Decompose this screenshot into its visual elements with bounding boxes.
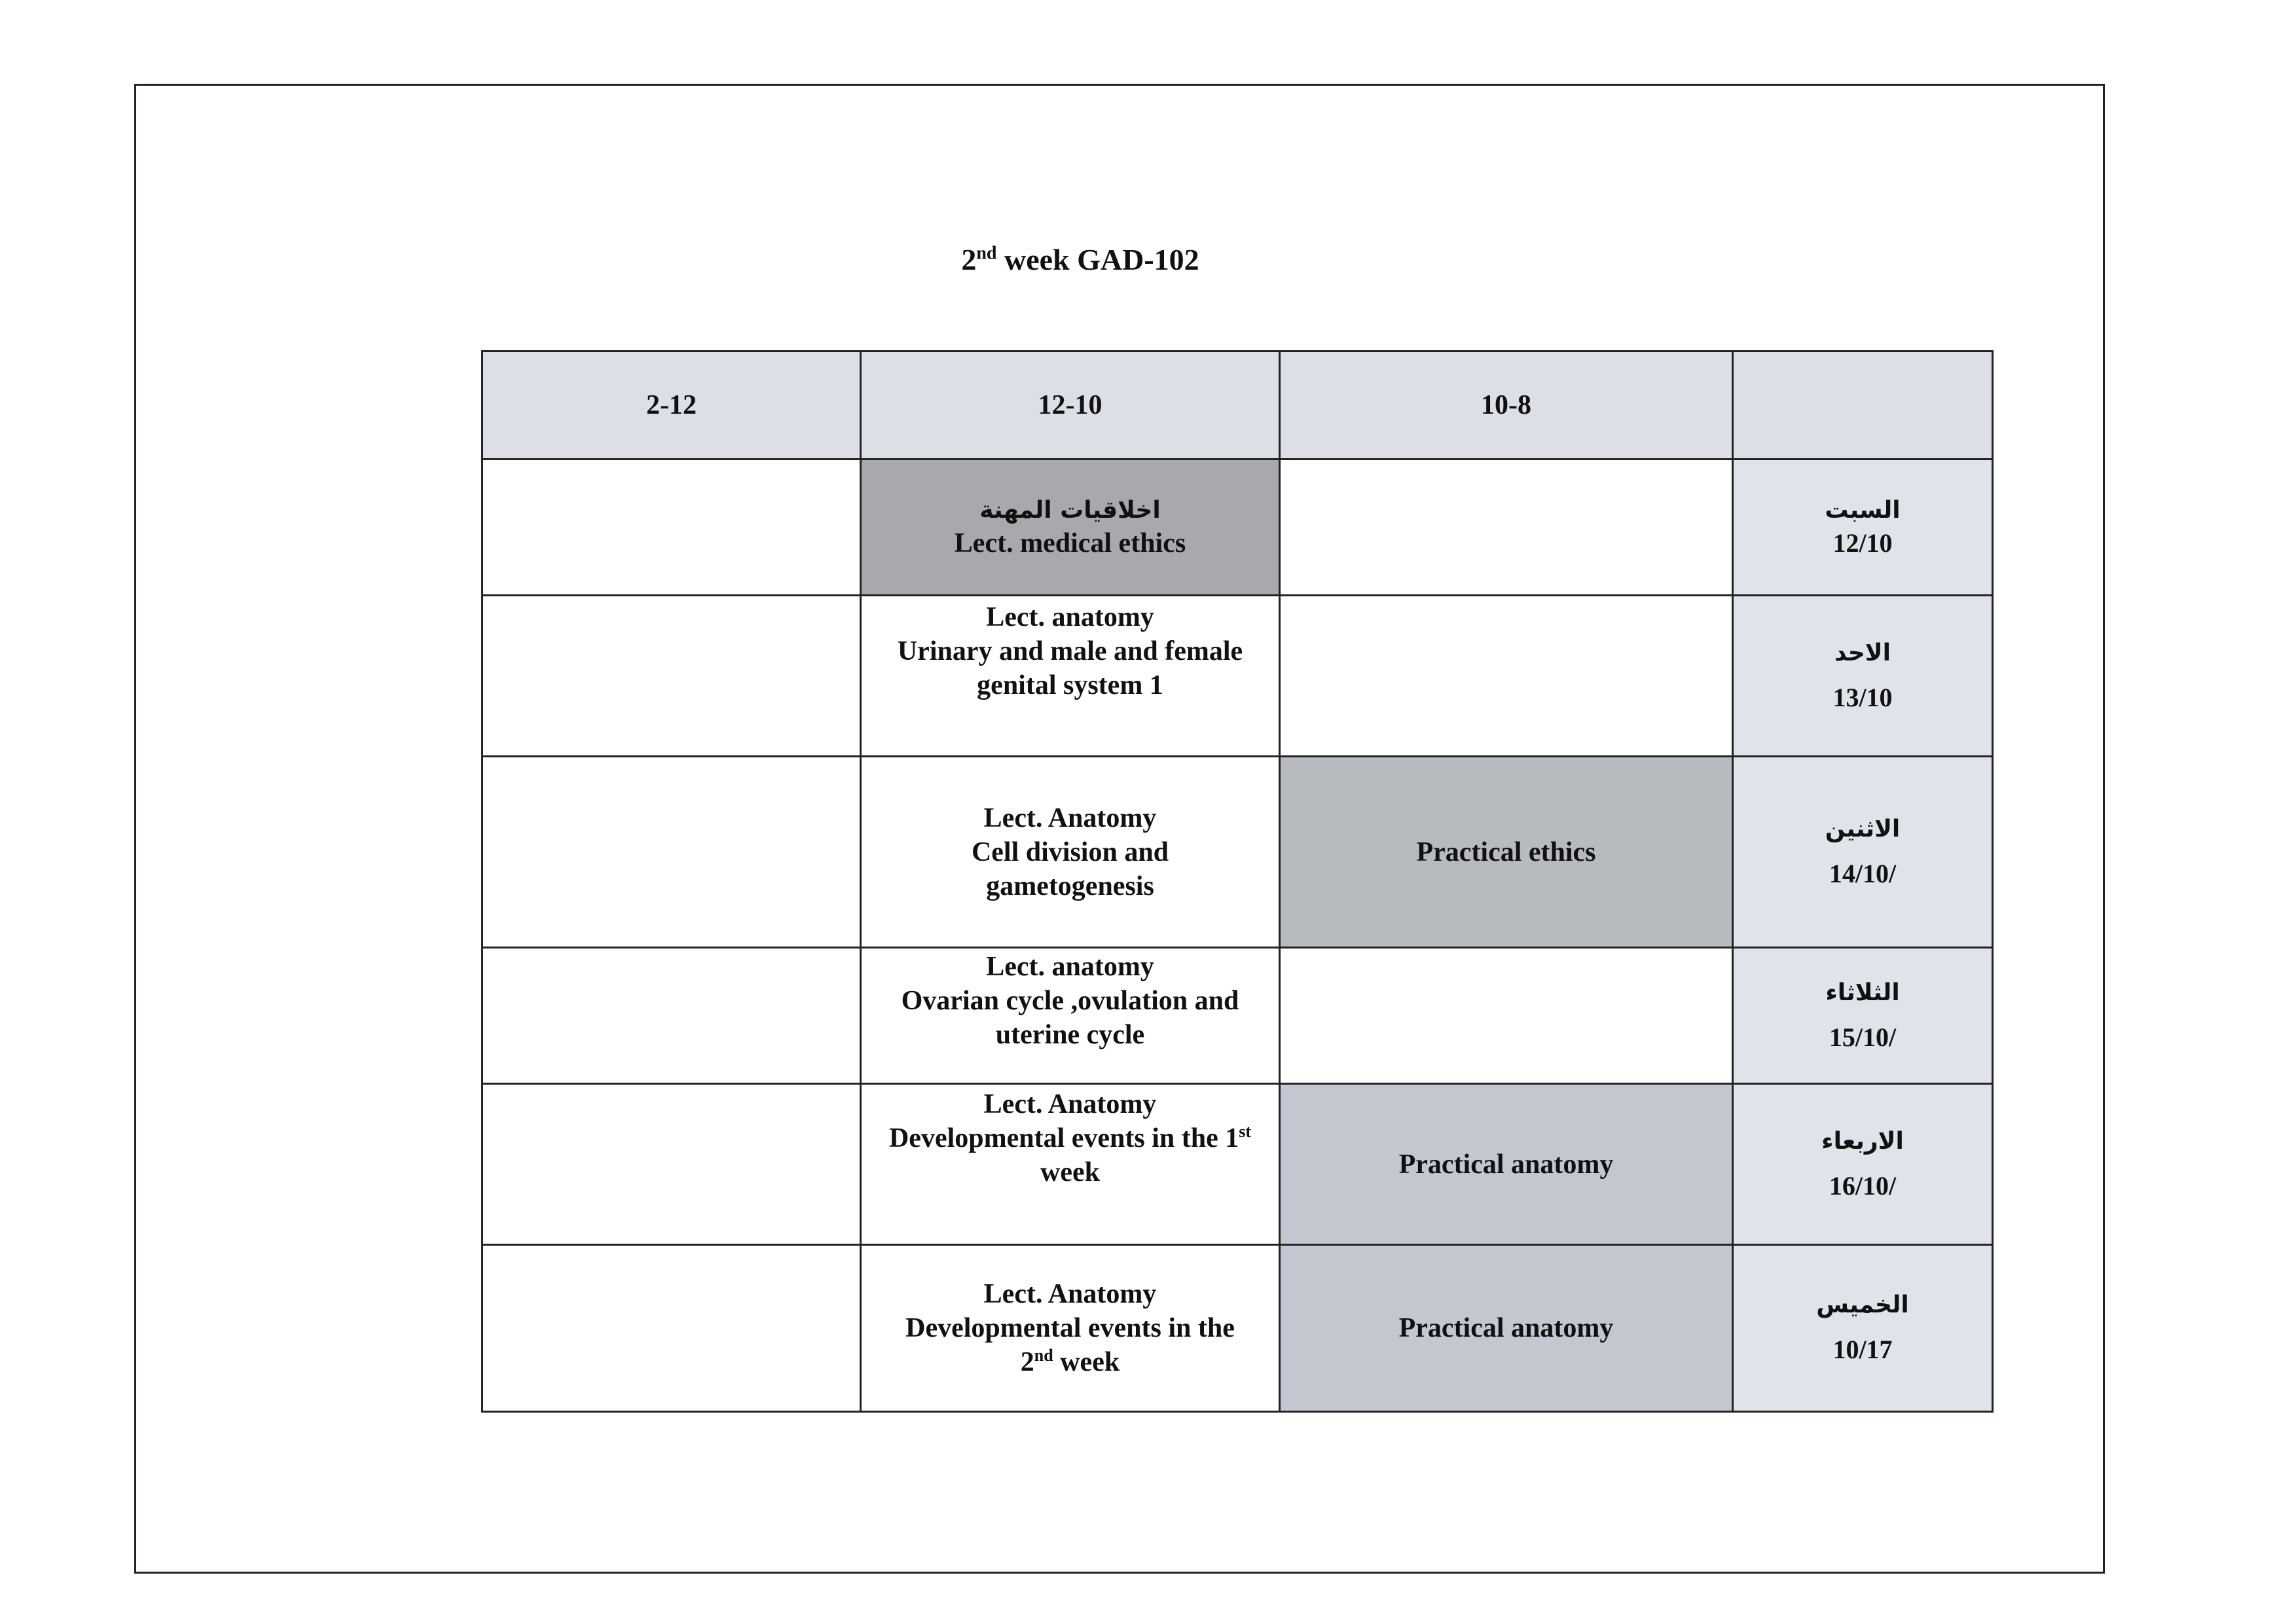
column-header-10-8: 10-8: [1280, 352, 1733, 460]
cell-10-8: [1280, 1084, 1733, 1245]
cell-12-10: [861, 596, 1280, 757]
practical-label: Practical anatomy: [1398, 1149, 1614, 1180]
lecture-line: Lect. anatomy: [986, 602, 1154, 632]
practical-label: Practical ethics: [1416, 837, 1596, 867]
lecture-line: Developmental events in the: [905, 1313, 1235, 1343]
lecture-line: gametogenesis: [986, 871, 1154, 901]
cell-2-12: [483, 460, 861, 596]
day-date: 16/10/: [1829, 1170, 1897, 1201]
day-date: 14/10/: [1829, 858, 1897, 888]
lecture-line: Cell division and: [971, 837, 1169, 867]
day-name: الخميس: [1816, 1291, 1909, 1318]
lecture-arabic-title: اخلاقيات المهنة: [979, 496, 1161, 524]
cell-10-8: [1280, 460, 1733, 596]
day-cell: [1733, 948, 1993, 1084]
lecture-line: Lect. anatomy: [986, 952, 1154, 982]
schedule-table: [481, 350, 1994, 1413]
cell-2-12: [483, 948, 861, 1084]
day-date: 12/10: [1832, 528, 1893, 558]
lecture-line: Ovarian cycle ,ovulation and: [901, 986, 1239, 1016]
table-row: [483, 948, 1993, 1084]
lecture-line: 2nd week: [1020, 1346, 1120, 1377]
day-name: الاحد: [1834, 639, 1891, 666]
cell-2-12: [483, 1245, 861, 1412]
cell-10-8: [1280, 1245, 1733, 1412]
day-date: 10/17: [1832, 1335, 1893, 1364]
cell-12-10: [861, 757, 1280, 948]
day-cell: [1733, 757, 1993, 948]
column-header-12-10: 12-10: [861, 352, 1280, 460]
day-cell: [1733, 1084, 1993, 1245]
cell-12-10: [861, 460, 1280, 596]
lecture-line: Developmental events in the 1st: [888, 1122, 1252, 1153]
cell-10-8: [1280, 948, 1733, 1084]
table-row: [483, 1245, 1993, 1412]
lecture-line: Lect. Anatomy: [983, 1089, 1157, 1119]
header-row: [483, 352, 1993, 460]
cell-12-10: [861, 1084, 1280, 1245]
cell-10-8: [1280, 596, 1733, 757]
cell-10-8: [1280, 757, 1733, 948]
table-row: [483, 596, 1993, 757]
table-row: [483, 1084, 1993, 1245]
lecture-line: genital system 1: [977, 670, 1163, 700]
lecture-line: Lect. Anatomy: [983, 803, 1157, 833]
day-name: الثلاثاء: [1825, 979, 1900, 1006]
day-cell: [1733, 460, 1993, 596]
lecture-line: Lect. Anatomy: [983, 1279, 1157, 1309]
day-name: الاربعاء: [1821, 1127, 1904, 1155]
cell-2-12: [483, 757, 861, 948]
column-header-2-12: 2-12: [483, 352, 861, 460]
day-name: الاثنين: [1825, 815, 1901, 842]
day-date: 15/10/: [1829, 1022, 1897, 1052]
practical-label: Practical anatomy: [1398, 1313, 1614, 1343]
page-title: 2nd week GAD-102: [961, 243, 1199, 276]
lecture-line: week: [1040, 1157, 1100, 1187]
day-name: السبت: [1825, 496, 1901, 524]
lecture-title: Lect. medical ethics: [954, 528, 1186, 558]
lecture-line: uterine cycle: [995, 1020, 1145, 1050]
day-cell: [1733, 1245, 1993, 1412]
table-row: [483, 460, 1993, 596]
column-header-day: [1733, 352, 1993, 460]
cell-12-10: [861, 948, 1280, 1084]
cell-2-12: [483, 596, 861, 757]
cell-2-12: [483, 1084, 861, 1245]
day-date: 13/10: [1832, 682, 1893, 712]
day-cell: [1733, 596, 1993, 757]
lecture-line: Urinary and male and female: [897, 636, 1243, 666]
cell-12-10: [861, 1245, 1280, 1412]
table-row: [483, 757, 1993, 948]
